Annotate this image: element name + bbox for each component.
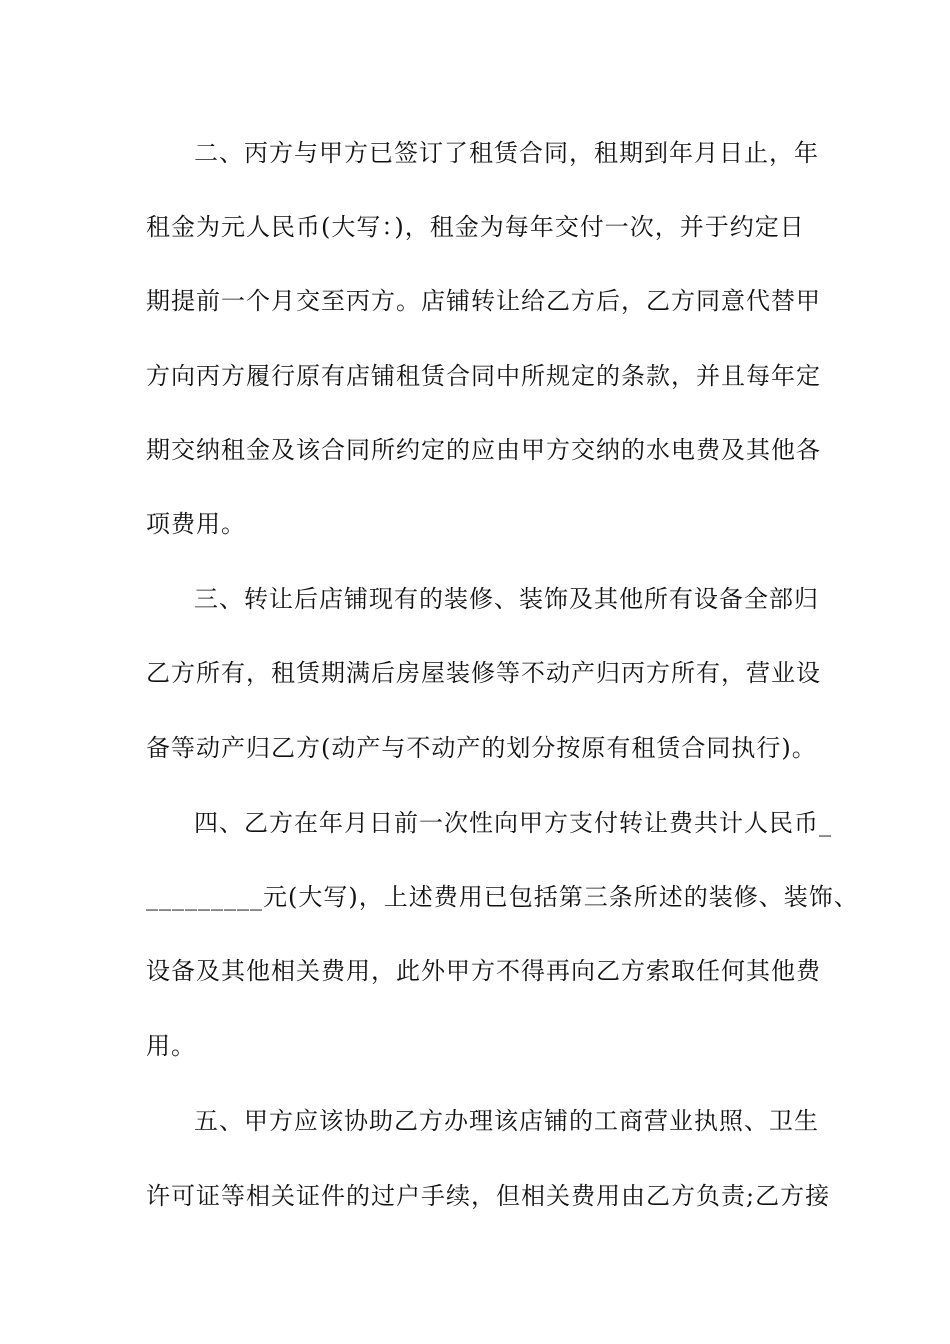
clause-2-line-3: 期提前一个月交至丙方。店铺转让给乙方后，乙方同意代替甲 bbox=[146, 287, 821, 315]
clause-3-line-2: 乙方所有，租赁期满后房屋装修等不动产归丙方所有，营业设 bbox=[146, 659, 821, 687]
clause-3-line-1: 三、转让后店铺现有的装修、装饰及其他所有设备全部归 bbox=[194, 585, 819, 613]
clause-4-line-4: 用。 bbox=[146, 1032, 196, 1060]
clause-2-line-4: 方向丙方履行原有店铺租赁合同中所规定的条款，并且每年定 bbox=[146, 362, 821, 390]
clause-4-line-2: _________元(大写)，上述费用已包括第三条所述的装修、装饰、 bbox=[146, 883, 859, 911]
clause-5-line-2: 许可证等相关证件的过户手续，但相关费用由乙方负责;乙方接 bbox=[146, 1182, 831, 1210]
clause-4-line-3: 设备及其他相关费用，此外甲方不得再向乙方索取任何其他费 bbox=[146, 957, 821, 985]
clause-4-line-1: 四、乙方在年月日前一次性向甲方支付转让费共计人民币_ bbox=[194, 809, 832, 837]
clause-5-line-1: 五、甲方应该协助乙方办理该店铺的工商营业执照、卫生 bbox=[194, 1107, 819, 1135]
clause-2-line-5: 期交纳租金及该合同所约定的应由甲方交纳的水电费及其他各 bbox=[146, 436, 821, 464]
clause-2-line-6: 项费用。 bbox=[146, 510, 246, 538]
clause-2-line-2: 租金为元人民币(大写：)，租金为每年交付一次，并于约定日 bbox=[146, 213, 805, 241]
clause-3-line-3: 备等动产归乙方(动产与不动产的划分按原有租赁合同执行)。 bbox=[146, 734, 817, 762]
clause-2-line-1: 二、丙方与甲方已签订了租赁合同，租期到年月日止，年 bbox=[194, 139, 819, 167]
